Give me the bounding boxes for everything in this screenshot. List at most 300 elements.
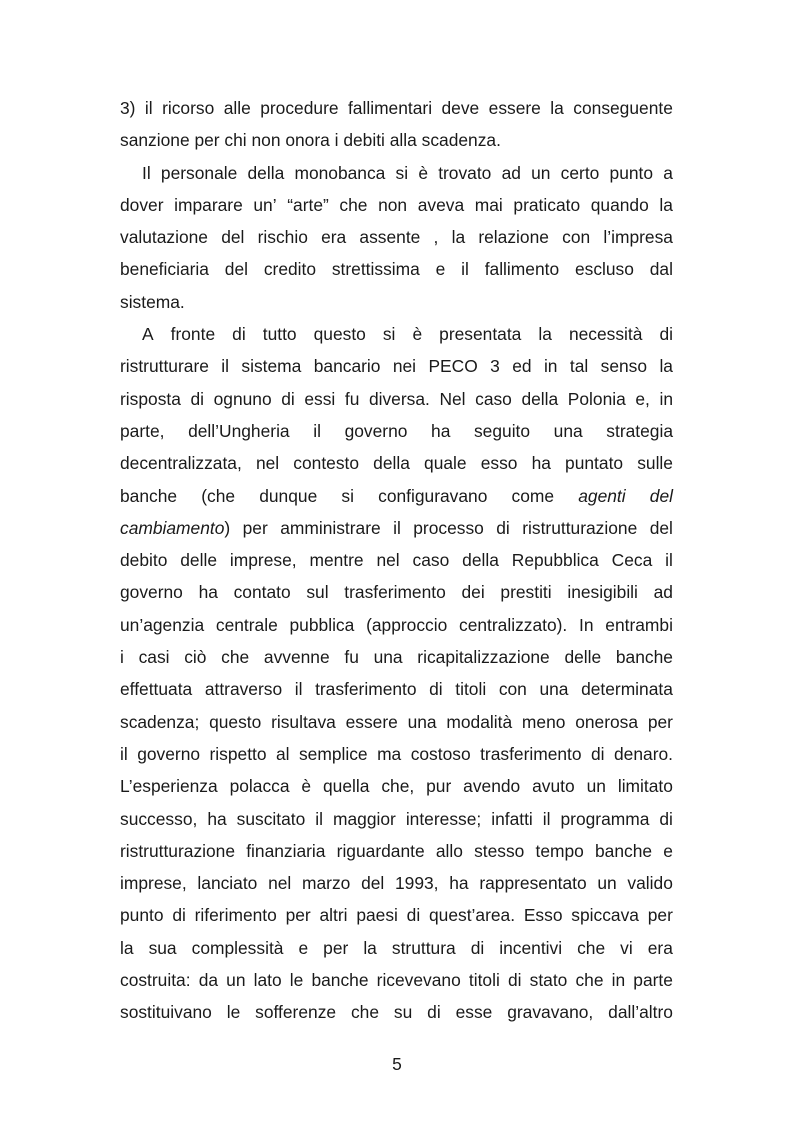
word: riferimento [194,905,277,926]
word: fallimento [484,259,560,280]
text-line [120,94,673,126]
word: questo [313,324,366,345]
word: banche [120,485,178,506]
word: ricorso [162,98,215,118]
word: gravavano, [507,1002,594,1023]
word: ha [207,808,227,829]
word: credito [263,259,317,280]
word: esse [455,1002,493,1023]
word: imparare [174,194,243,215]
word: avvenne [263,647,330,668]
text-line [120,740,673,772]
text-line [120,805,673,837]
text-line [120,482,673,514]
word: marzo [302,873,351,894]
word: maggior [332,808,396,829]
word: parte [633,970,673,991]
word: Polonia [567,388,626,409]
word: con [562,227,591,248]
word: di [429,679,443,700]
word: una [539,679,569,700]
word: procedure [260,98,339,118]
word: le [289,970,304,991]
word: si [341,485,354,506]
word: costruita: [120,970,191,991]
word: lato [253,970,282,991]
word: ognuno [213,388,272,409]
word: che [221,647,250,668]
word: e [435,259,446,280]
text-line [120,191,673,223]
word: un’agenzia [120,614,205,635]
word: avuto [532,776,575,797]
word: Il [142,162,151,183]
word: l’impresa [603,227,673,248]
word: vi [620,937,633,958]
line-text: sistema. [120,291,185,312]
word: banche [595,840,653,861]
text-line [120,546,673,578]
word: L’esperienza [120,776,218,797]
word: centralizzato). [459,614,568,635]
word: punto [120,905,164,926]
word: successo, [120,808,198,829]
word: avendo [463,776,521,797]
word: di [659,324,673,345]
word: parte, [120,420,165,441]
word: dall’altro [608,1002,673,1023]
word: certo [560,162,600,183]
text-lines [120,94,673,1031]
word: e [298,937,309,958]
word: infatti [491,808,533,829]
word: inesigibili [567,582,638,603]
word: nei [392,356,417,377]
word: valido [627,873,673,894]
word: aveva [417,194,465,215]
word: puntato [565,453,624,474]
word: che [339,194,368,215]
word: un [531,162,551,183]
word: meno [521,711,566,732]
word: ma [377,743,402,764]
word: complessità [191,937,284,958]
word: caso [475,388,512,409]
word: su [393,1002,413,1023]
page-number: 5 [392,1054,402,1074]
word: un’ [253,194,277,215]
word: di [406,905,421,926]
word: un [597,873,617,894]
word: che [575,970,604,991]
word: interesse; [405,808,482,829]
word: si [395,162,409,183]
word: escluso [574,259,634,280]
word: che [577,937,606,958]
word: del [649,517,673,538]
word: stesso [474,840,525,861]
word: 3) [120,98,136,118]
word: tempo [535,840,584,861]
word: rappresentato [479,873,587,894]
word: mai [474,194,503,215]
word: sofferenze [255,1002,337,1023]
text-line [120,966,673,998]
word: struttura [391,937,456,958]
word: (che [201,485,236,506]
word: da [198,970,219,991]
word: fu [344,388,360,409]
word: il [120,743,128,764]
word: decentralizzata, [120,453,242,474]
word: dunque [259,485,318,506]
text-line [120,385,673,417]
word: paesi [356,905,398,926]
word: una [553,420,583,441]
word: un [586,776,606,797]
word: centrale [215,614,278,635]
word: di [172,905,186,926]
word: risposta [120,388,181,409]
word: un [226,970,246,991]
word: modalità [446,711,513,732]
word: per [647,711,673,732]
word: strategia [606,420,673,441]
word: le [226,1002,241,1023]
word: in [611,970,626,991]
word: sul [306,582,329,603]
word: Repubblica [511,550,599,571]
word: mentre [309,550,364,571]
word: programma [560,808,650,829]
word: la [550,98,564,118]
word: il [144,98,153,118]
word: il [294,679,303,700]
word: (approccio [366,614,448,635]
word: effettuata [120,679,193,700]
word: per [242,517,268,538]
word: polacca [229,776,290,797]
word: 3 [490,356,500,377]
word: allo [435,840,463,861]
word: al [275,743,290,764]
word: e, [635,388,650,409]
word: della [462,550,499,571]
word: di [232,324,246,345]
word: una [373,647,403,668]
text-line [120,998,673,1030]
text-line [120,837,673,869]
word: prestiti [500,582,552,603]
word: senso [600,356,648,377]
word: era [321,227,347,248]
word: stato [529,970,568,991]
word: Nel [439,388,466,409]
word: contato [233,582,291,603]
text-line [120,708,673,740]
word: banche [615,647,673,668]
word: imprese, [120,873,187,894]
word: per [285,905,311,926]
word: esso [480,453,518,474]
word: entrambi [605,614,673,635]
text-line [120,611,673,643]
word: delle [564,647,602,668]
word: necessità [568,324,643,345]
word: nel [376,550,400,571]
word: il [665,550,673,571]
word: la [659,194,673,215]
word: sulle [637,453,673,474]
italic-word: cambiamento [120,517,225,538]
word: ad [653,582,673,603]
word: di [591,743,605,764]
word: banche [311,970,369,991]
text-line [120,643,673,675]
word: di [281,388,295,409]
word: sua [148,937,177,958]
word: quella [323,776,370,797]
word: titoli [468,970,500,991]
word: personale [160,162,238,183]
word: che [350,1002,379,1023]
word: di [190,388,205,409]
word: governo [344,420,408,441]
text-line [120,578,673,610]
word: quest’area. [429,905,516,926]
text-line [120,869,673,901]
word: in [543,356,558,377]
word: dover [120,194,164,215]
text-line [120,126,673,158]
word: nel [268,873,292,894]
word: dei [461,582,485,603]
word: che, [381,776,415,797]
word: nel [255,453,280,474]
word: sistema [241,356,302,377]
word: risultava [271,711,336,732]
word: di [496,517,510,538]
word: riguardante [336,840,425,861]
word: in [659,388,673,409]
word: determinata [581,679,673,700]
word: PECO [428,356,478,377]
word: trasferimento [480,743,582,764]
word: sostituivano [120,1002,212,1023]
word: beneficiaria [120,259,209,280]
word: fu [344,647,359,668]
word: ed [512,356,532,377]
word: non [378,194,408,215]
word: governo [137,743,201,764]
word: Ceca [611,550,653,571]
word: di [507,970,522,991]
word: relazione [478,227,549,248]
text-line [120,514,673,546]
word: la [538,324,552,345]
word: essere [488,98,541,118]
word: questo [209,711,262,732]
word: spiccava [571,905,639,926]
line-text: sanzione per chi non onora i debiti alla scadenza. [120,130,501,151]
word: il [393,517,401,538]
word: ha [431,420,451,441]
text-line [120,417,673,449]
word: fronte [170,324,216,345]
word: è [418,162,428,183]
word: A [142,324,154,345]
word: casi [138,647,170,668]
text-line [120,352,673,384]
word: dal [649,259,673,280]
word: attraverso [204,679,283,700]
word: quale [424,453,467,474]
word: il [313,420,321,441]
word: , [433,227,439,248]
word: e [663,840,673,861]
word: ristrutturare [120,356,209,377]
word: di [470,937,485,958]
word: incentivi [499,937,563,958]
word: titoli [455,679,487,700]
word: diversa. [368,388,430,409]
word: tutto [262,324,297,345]
text-line [120,934,673,966]
word: della [521,388,559,409]
closing-paren: ) [224,517,231,538]
word: suscitato [236,808,306,829]
text-line [120,159,673,191]
text-line [120,772,673,804]
word: tal [569,356,589,377]
word: per [323,937,349,958]
word: dell’Ungheria [188,420,290,441]
word: del [221,227,245,248]
italic-word: agenti [578,485,626,506]
word: valutazione [120,227,208,248]
word: ricevevano [376,970,461,991]
text-line [120,449,673,481]
word: il [542,808,551,829]
word: la [120,937,134,958]
word: ciò [184,647,207,668]
word: trasferimento [344,582,446,603]
text-line [120,320,673,352]
word: trovato [438,162,492,183]
word: 1993, [395,873,439,894]
word: i [120,647,124,668]
word: bancario [313,356,381,377]
word: ad [501,162,521,183]
word: essi [304,388,336,409]
word: ha [449,873,469,894]
word: conseguente [573,98,673,118]
word: è [412,324,423,345]
word: seguito [473,420,531,441]
document-body [120,94,673,1031]
word: la [363,937,377,958]
word: In [579,614,594,635]
word: finanziaria [246,840,326,861]
word: altri [319,905,348,926]
word: pur [426,776,452,797]
word: ha [198,582,218,603]
word: della [373,453,410,474]
word: rischio [257,227,308,248]
italic-word: del [649,485,673,506]
text-line [120,223,673,255]
word: trasferimento [315,679,417,700]
word: pubblica [289,614,355,635]
word: presentata [439,324,522,345]
word: “arte” [287,194,329,215]
word: quando [590,194,649,215]
text-line [120,901,673,933]
word: governo [120,582,183,603]
word: la [451,227,466,248]
word: amministrare [280,517,381,538]
word: strettissima [331,259,420,280]
word: ha [531,453,551,474]
word: delle [180,550,218,571]
word: praticato [513,194,581,215]
word: ricapitalizzazione [417,647,550,668]
text-line [120,255,673,287]
word: era [647,937,673,958]
text-line [120,288,673,320]
word: denaro. [614,743,673,764]
word: del [224,259,248,280]
word: monobanca [294,162,386,183]
word: il [461,259,469,280]
word: della [247,162,285,183]
word: si [382,324,396,345]
word: del [361,873,385,894]
word: rispetto [209,743,267,764]
word: di [659,808,673,829]
word: essere [345,711,398,732]
word: alle [223,98,251,118]
word: contesto [293,453,360,474]
word: è [301,776,312,797]
word: assente [359,227,421,248]
word: ristrutturazione [120,840,236,861]
word: costoso [410,743,471,764]
word: a [663,162,673,183]
word: processo [413,517,484,538]
text-line [120,675,673,707]
word: fallimentari [347,98,433,118]
word: semplice [298,743,368,764]
word: debito [120,550,168,571]
word: onerosa [575,711,639,732]
word: scadenza; [120,711,200,732]
word: caso [412,550,450,571]
word: una [407,711,437,732]
word: imprese, [229,550,297,571]
word: di [427,1002,441,1023]
word: come [511,485,555,506]
word: ristrutturazione [522,517,638,538]
word: punto [609,162,654,183]
word: Esso [523,905,563,926]
word: lanciato [197,873,258,894]
word: con [498,679,527,700]
word: la [659,356,673,377]
italic-term-group [120,514,230,546]
word: il [315,808,323,829]
word: deve [441,98,480,118]
